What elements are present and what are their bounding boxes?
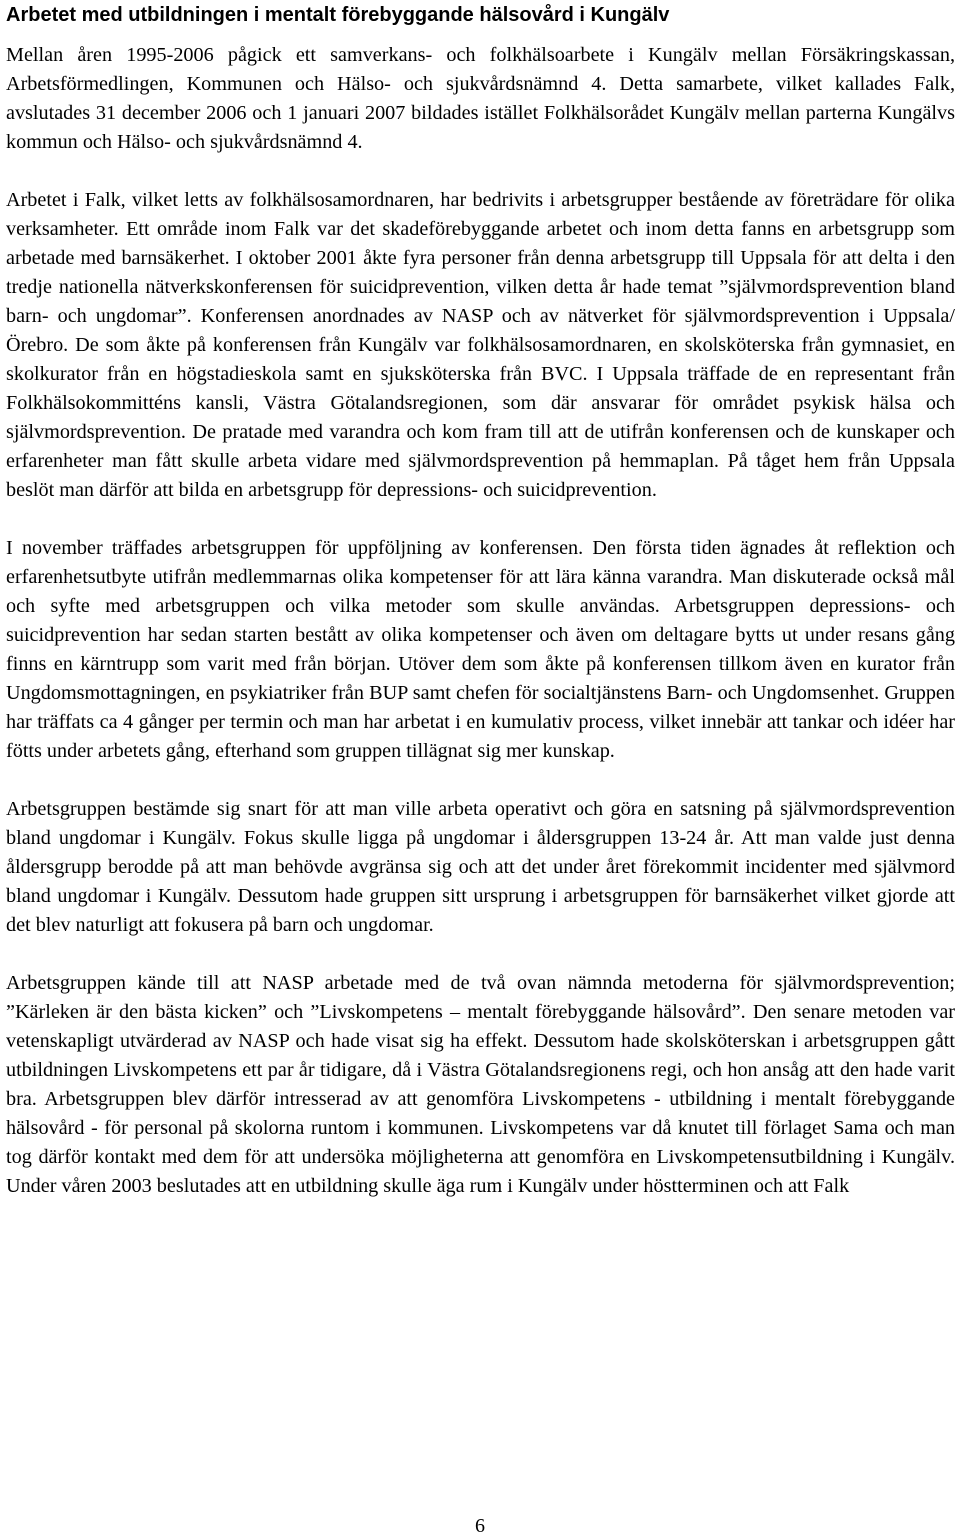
paragraph-falk-work: Arbetet i Falk, vilket letts av folkhälsosamordnaren, har bedrivits i arbetsgrupper bestående av företrädare för olika verksamheter. Ett område inom Falk var det skadeförebyggande arbetet och inom detta fanns en arbetsgrupp som arbetade med barnsäkerhet. I oktober 2001 åkte fyra personer från denna arbetsgrupp till Uppsala för att delta i den tredje nationella nätverkskonferensen för suicidprevention, vilken detta år hade temat ”självmordsprevention bland barn- och ungdomar”. Konferensen anordnades av NASP och av nätverket för självmordsprevention i Uppsala/Örebro. De som åkte på konferensen från Kungälv var folkhälsosamordnaren, en skolsköterska från gymnasiet, en skolkurator från en högstadieskola samt en sjuksköterska från BVC. I Uppsala träffade de en representant från Folkhälsokommitténs kansli, Västra Götalandsregionen, som där ansvarar för området psykisk hälsa och självmordsprevention. De pratade med varandra och kom fram till att de utifrån konferensen och de kunskaper och erfarenheter man fått skulle arbeta vidare med självmordsprevention på hemmaplan. På tåget hem från Uppsala beslöt man därför att bilda en arbetsgrupp för depressions- och suicidprevention.: [6, 189, 955, 501]
paragraph-nasp-methods: Arbetsgruppen kände till att NASP arbetade med de två ovan nämnda metoderna för självmordsprevention; ”Kärleken är den bästa kicken” och ”Livskompetens – mentalt förebyggande hälsovård”. Den senare metoden var vetenskapligt utvärderad av NASP och hade visat sig ha effekt. Dessutom hade skolsköterskan i arbetsgruppen gått utbildningen Livskompetens ett par år tidigare, då i Västra Götalandsregionens regi, och hon ansåg att den hade varit bra. Arbetsgruppen blev därför intresserad av att genomföra Livskompetens - utbildning i mentalt förebyggande hälsovård - för personal på skolorna runtom i kommunen. Livskompetens var då knutet till förlaget Sama och man tog därför kontakt med dem för att undersöka möjligheterna att genomföra en Livskompetensutbildning i Kungälv. Under våren 2003 beslutades att en utbildning skulle äga rum i Kungälv under höstterminen och att Falk: [6, 972, 955, 1197]
paragraph-focus-youth: Arbetsgruppen bestämde sig snart för att man ville arbeta operativt och göra en satsning på självmordsprevention bland ungdomar i Kungälv. Fokus skulle ligga på ungdomar i åldersgruppen 13-24 år. Att man valde just denna åldersgrupp berodde på att man behövde avgränsa sig och att det under året förekommit incidenter med självmord bland ungdomar i Kungälv. Dessutom hade gruppen sitt ursprung i arbetsgruppen för barnsäkerhet vilket gjorde att det blev naturligt att fokusera på barn och ungdomar.: [6, 798, 955, 936]
paragraph-falk-history: Mellan åren 1995-2006 pågick ett samverkans- och folkhälsoarbete i Kungälv mellan Försäkringskassan, Arbetsförmedlingen, Kommunen och Hälso- och sjukvårdsnämnd 4. Detta samarbete, vilket kallades Falk, avslutades 31 december 2006 och 1 januari 2007 bildades istället Folkhälsorådet Kungälv mellan parterna Kungälvs kommun och Hälso- och sjukvårdsnämnd 4.: [6, 44, 955, 153]
paragraph-november-meeting: I november träffades arbetsgruppen för uppföljning av konferensen. Den första tiden ägnades åt reflektion och erfarenhetsutbyte utifrån medlemmarnas olika kompetenser för att lära känna varandra. Man diskuterade också mål och syfte med arbetsgruppen och vilka metoder som skulle användas. Arbetsgruppen depressions- och suicidprevention har sedan starten bestått av olika kompetenser och även om deltagare bytts ut under resans gång finns en kärntrupp som varit med från början. Utöver dem som åkte på konferensen tillkom även en kurator från Ungdomsmottagningen, en psykiatriker från BUP samt chefen för socialtjänstens Barn- och Ungdomsenhet. Gruppen har träffats ca 4 gånger per termin och man har arbetat i en kumulativ process, vilket innebär att tankar och idéer har fötts under arbetets gång, efterhand som gruppen tillägnat sig mer kunskap.: [6, 537, 955, 762]
page-title: Arbetet med utbildningen i mentalt förebyggande hälsovård i Kungälv: [6, 4, 670, 26]
document-page: [6, 0, 955, 1201]
page-number: 6: [475, 1515, 485, 1537]
